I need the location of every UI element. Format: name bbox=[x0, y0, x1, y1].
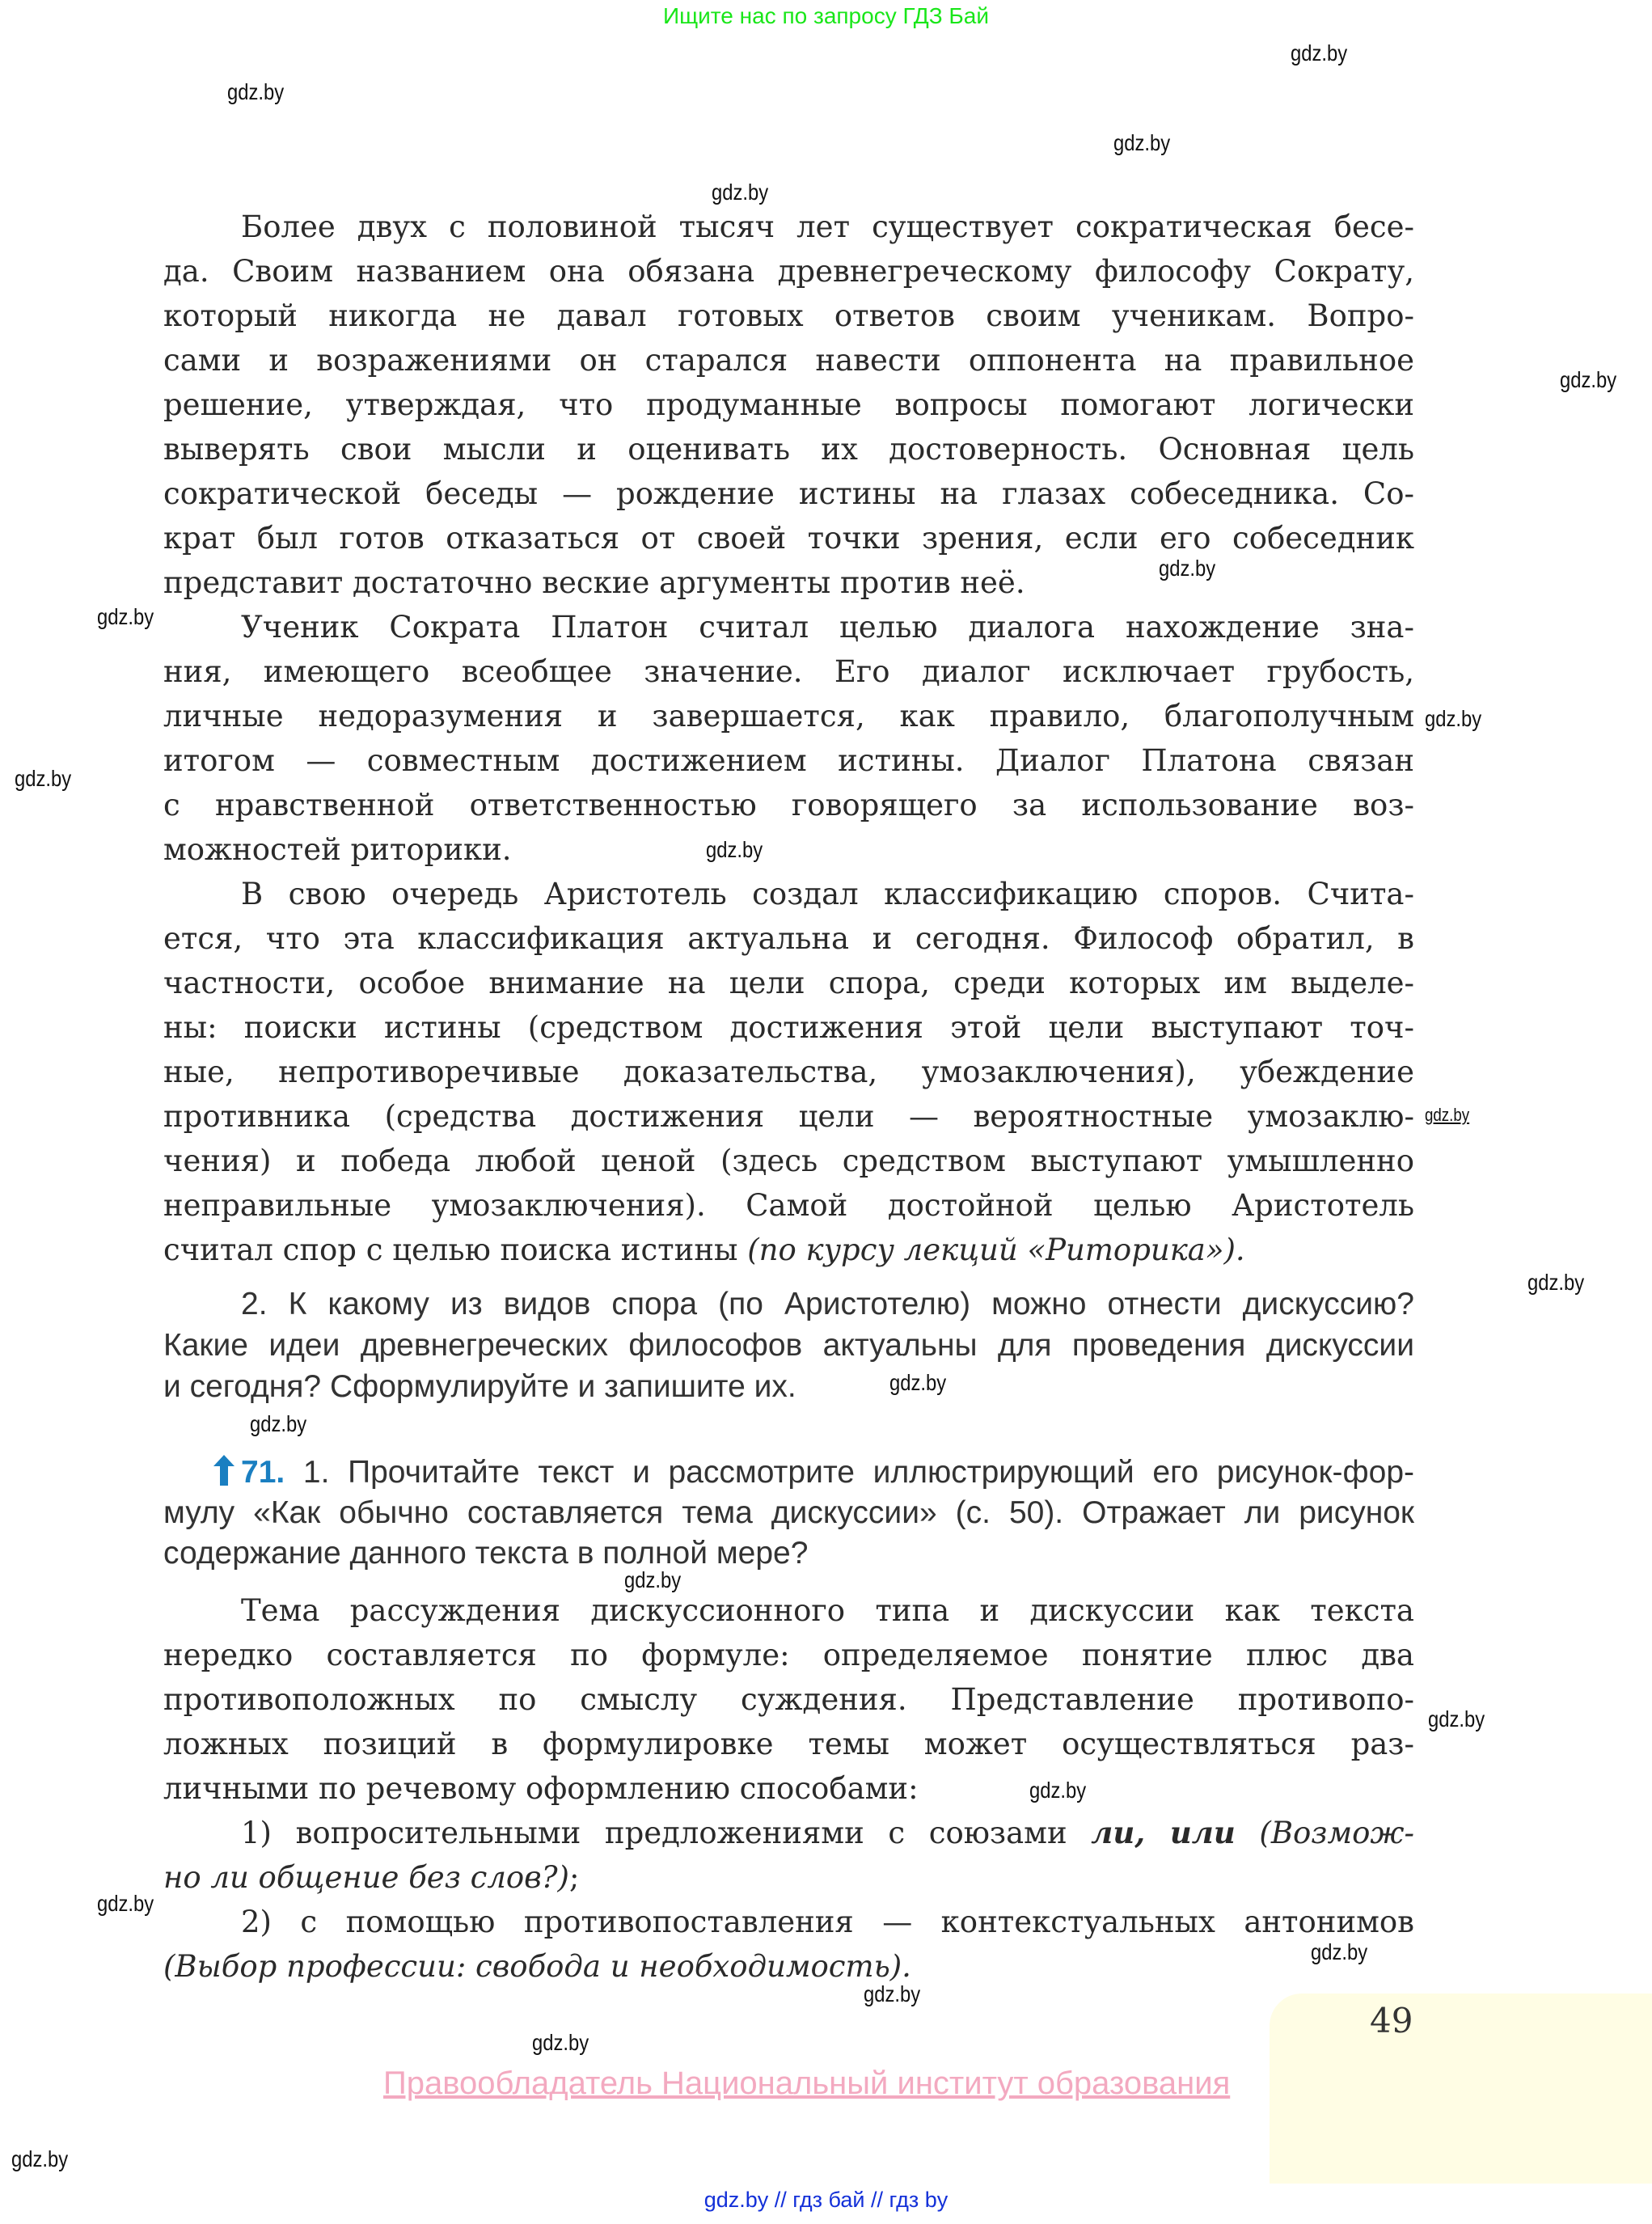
watermark: gdz.by bbox=[1527, 1270, 1585, 1295]
text-block-topic bbox=[163, 1588, 1414, 1989]
text-segment: чения) и победа любой ценой (здесь средством выступают умышленно bbox=[163, 1144, 1414, 1178]
text-segment: личные недоразумения и завершается, как правило, благополучным bbox=[163, 699, 1414, 734]
text-line bbox=[163, 1050, 1414, 1094]
watermark: gdz.by bbox=[889, 1370, 947, 1395]
text-line bbox=[163, 1633, 1414, 1677]
text-segment: (Возмож- bbox=[1259, 1816, 1414, 1850]
text-segment: неправильные умозаключения). Самой достойной целью Аристотель bbox=[163, 1188, 1414, 1223]
text-segment: противоположных по смыслу суждения. Представление противопо- bbox=[163, 1682, 1414, 1717]
text-line bbox=[163, 783, 1414, 827]
text-line bbox=[163, 1722, 1414, 1766]
text-segment: ния, имеющего всеобщее значение. Его диалог исключает грубость, bbox=[163, 654, 1414, 689]
bottom-links[interactable]: gdz.by // гдз бай // гдз by bbox=[703, 2188, 949, 2212]
text-segment: ны: поиски истины (средством достижения этой цели выступают точ- bbox=[163, 1010, 1414, 1045]
text-segment: нередко составляется по формуле: определяемое понятие плюс два bbox=[163, 1638, 1414, 1672]
text-line bbox=[163, 1005, 1414, 1050]
text-segment bbox=[1236, 1816, 1260, 1850]
text-segment: 2. К какому из видов спора (по Аристотелю) можно отнести дискуссию? bbox=[241, 1287, 1414, 1321]
text-line bbox=[163, 1366, 1414, 1407]
watermark: gdz.by bbox=[1113, 130, 1171, 155]
text-line bbox=[163, 383, 1414, 427]
text-segment: (Выбор профессии: свобода и необходимость). bbox=[163, 1949, 911, 1984]
text-line bbox=[163, 916, 1414, 961]
watermark: gdz.by bbox=[1029, 1778, 1087, 1803]
text-segment: ные, непротиворечивые доказательства, умозаключения), убеждение bbox=[163, 1055, 1414, 1089]
page-number: 49 bbox=[1370, 2001, 1413, 2040]
text-segment: Какие идеи древнегреческих философов актуальны для проведения дискуссии bbox=[163, 1328, 1414, 1363]
text-segment: частности, особое внимание на цели спора, среди которых им выделе- bbox=[163, 966, 1414, 1000]
watermark: gdz.by bbox=[1428, 1706, 1485, 1731]
search-banner: Ищите нас по запросу ГДЗ Бай bbox=[662, 3, 990, 28]
text-line bbox=[163, 1094, 1414, 1139]
watermark: gdz.by bbox=[624, 1567, 682, 1592]
watermark: gdz.by bbox=[15, 766, 72, 791]
text-segment: выверять свои мысли и оценивать их достоверность. Основная цель bbox=[163, 432, 1414, 467]
text-line bbox=[163, 1944, 1414, 1989]
rights-holder-link[interactable]: Правообладатель Национальный институт образования bbox=[383, 2065, 1231, 2101]
watermark: gdz.by bbox=[706, 837, 763, 862]
watermark: gdz.by bbox=[1425, 1105, 1470, 1125]
text-line bbox=[163, 1811, 1414, 1855]
text-segment: мулу «Как обычно составляется тема дискуссии» (с. 50). Отражает ли рисунок bbox=[163, 1495, 1414, 1530]
text-line bbox=[163, 205, 1414, 249]
up-arrow-icon bbox=[213, 1455, 234, 1486]
text-line bbox=[163, 427, 1414, 471]
text-line bbox=[163, 1283, 1414, 1325]
text-line bbox=[163, 249, 1414, 294]
text-segment: содержание данного текста в полной мере? bbox=[163, 1536, 809, 1571]
text-line bbox=[163, 738, 1414, 783]
watermark: gdz.by bbox=[532, 2030, 589, 2055]
watermark: gdz.by bbox=[97, 604, 154, 629]
question-2 bbox=[163, 1283, 1414, 1407]
text-segment: решение, утверждая, что продуманные вопросы помогают логически bbox=[163, 387, 1414, 422]
text-segment: ется, что эта классификация актуальна и сегодня. Философ обратил, в bbox=[163, 921, 1414, 956]
watermark: gdz.by bbox=[1425, 706, 1482, 731]
text-line bbox=[163, 1588, 1414, 1633]
text-line bbox=[163, 1325, 1414, 1366]
text-segment: итогом — совместным достижением истины. Диалог Платона связан bbox=[163, 743, 1414, 778]
text-segment: личными по речевому оформлению способами: bbox=[163, 1771, 919, 1806]
text-line bbox=[163, 560, 1414, 605]
text-segment: представит достаточно веские аргументы против неё. bbox=[163, 565, 1025, 600]
text-line bbox=[163, 338, 1414, 383]
text-line bbox=[163, 1183, 1414, 1228]
text-segment: 1. Прочитайте текст и рассмотрите иллюстрирующий его рисунок-фор- bbox=[285, 1455, 1414, 1490]
text-line bbox=[163, 1766, 1414, 1811]
text-line bbox=[163, 471, 1414, 516]
text-line bbox=[163, 1139, 1414, 1183]
text-line bbox=[163, 649, 1414, 694]
text-segment: ; bbox=[569, 1860, 580, 1895]
text-line bbox=[163, 605, 1414, 649]
exercise-number: 71. bbox=[241, 1455, 285, 1490]
text-line bbox=[163, 1452, 1414, 1493]
text-segment: противника (средства достижения цели — вероятностные умозаклю- bbox=[163, 1099, 1414, 1134]
watermark: gdz.by bbox=[1159, 556, 1216, 581]
text-line bbox=[163, 1228, 1414, 1272]
text-segment: считал спор с целью поиска истины bbox=[163, 1233, 748, 1267]
text-segment: который никогда не давал готовых ответов своим ученикам. Вопро- bbox=[163, 298, 1414, 333]
text-line bbox=[163, 872, 1414, 916]
watermark: gdz.by bbox=[1560, 367, 1617, 392]
text-segment: сами и возражениями он старался навести оппонента на правильное bbox=[163, 343, 1414, 378]
text-line bbox=[163, 1493, 1414, 1533]
watermark: gdz.by bbox=[250, 1411, 307, 1436]
text-segment: ли, или bbox=[1091, 1815, 1236, 1850]
watermark: gdz.by bbox=[11, 2146, 69, 2171]
text-segment: 1) вопросительными предложениями с союзами bbox=[241, 1816, 1092, 1850]
watermark: gdz.by bbox=[1291, 40, 1348, 66]
text-segment: сократической беседы — рождение истины на глазах собеседника. Со- bbox=[163, 476, 1414, 511]
watermark: gdz.by bbox=[712, 180, 769, 205]
text-segment: Более двух с половиной тысяч лет существует сократическая бесе- bbox=[241, 209, 1414, 244]
text-line bbox=[163, 827, 1414, 872]
text-segment: но ли общение без слов?) bbox=[163, 1860, 569, 1895]
watermark: gdz.by bbox=[227, 79, 285, 104]
text-block-history bbox=[163, 205, 1414, 1272]
text-line bbox=[163, 1855, 1414, 1900]
text-line bbox=[163, 961, 1414, 1005]
text-segment: В свою очередь Аристотель создал классификацию споров. Счита- bbox=[241, 877, 1414, 911]
watermark: gdz.by bbox=[864, 1981, 921, 2006]
text-segment: ложных позиций в формулировке темы может осуществляться раз- bbox=[163, 1727, 1414, 1761]
text-line bbox=[163, 1900, 1414, 1944]
watermark: gdz.by bbox=[1311, 1939, 1368, 1964]
text-line bbox=[163, 516, 1414, 560]
text-segment: 2) с помощью противопоставления — контекстуальных антонимов bbox=[241, 1905, 1414, 1939]
text-segment: и сегодня? Сформулируйте и запишите их. bbox=[163, 1369, 796, 1404]
text-segment: Тема рассуждения дискуссионного типа и дискуссии как текста bbox=[241, 1593, 1414, 1628]
page-number-background bbox=[1270, 1994, 1652, 2184]
text-segment: можностей риторики. bbox=[163, 832, 512, 867]
text-line bbox=[163, 1677, 1414, 1722]
text-segment: с нравственной ответственностью говорящего за использование воз- bbox=[163, 788, 1414, 822]
exercise-71 bbox=[163, 1452, 1414, 1574]
text-line bbox=[163, 694, 1414, 738]
text-segment: крат был готов отказаться от своей точки зрения, если его собеседник bbox=[163, 521, 1414, 556]
text-segment: да. Своим названием она обязана древнегреческому философу Сократу, bbox=[163, 254, 1414, 289]
text-line bbox=[163, 1533, 1414, 1574]
text-segment: (по курсу лекций «Риторика»). bbox=[747, 1233, 1245, 1267]
text-segment: Ученик Сократа Платон считал целью диалога нахождение зна- bbox=[241, 610, 1414, 645]
text-line bbox=[163, 294, 1414, 338]
watermark: gdz.by bbox=[97, 1891, 154, 1916]
